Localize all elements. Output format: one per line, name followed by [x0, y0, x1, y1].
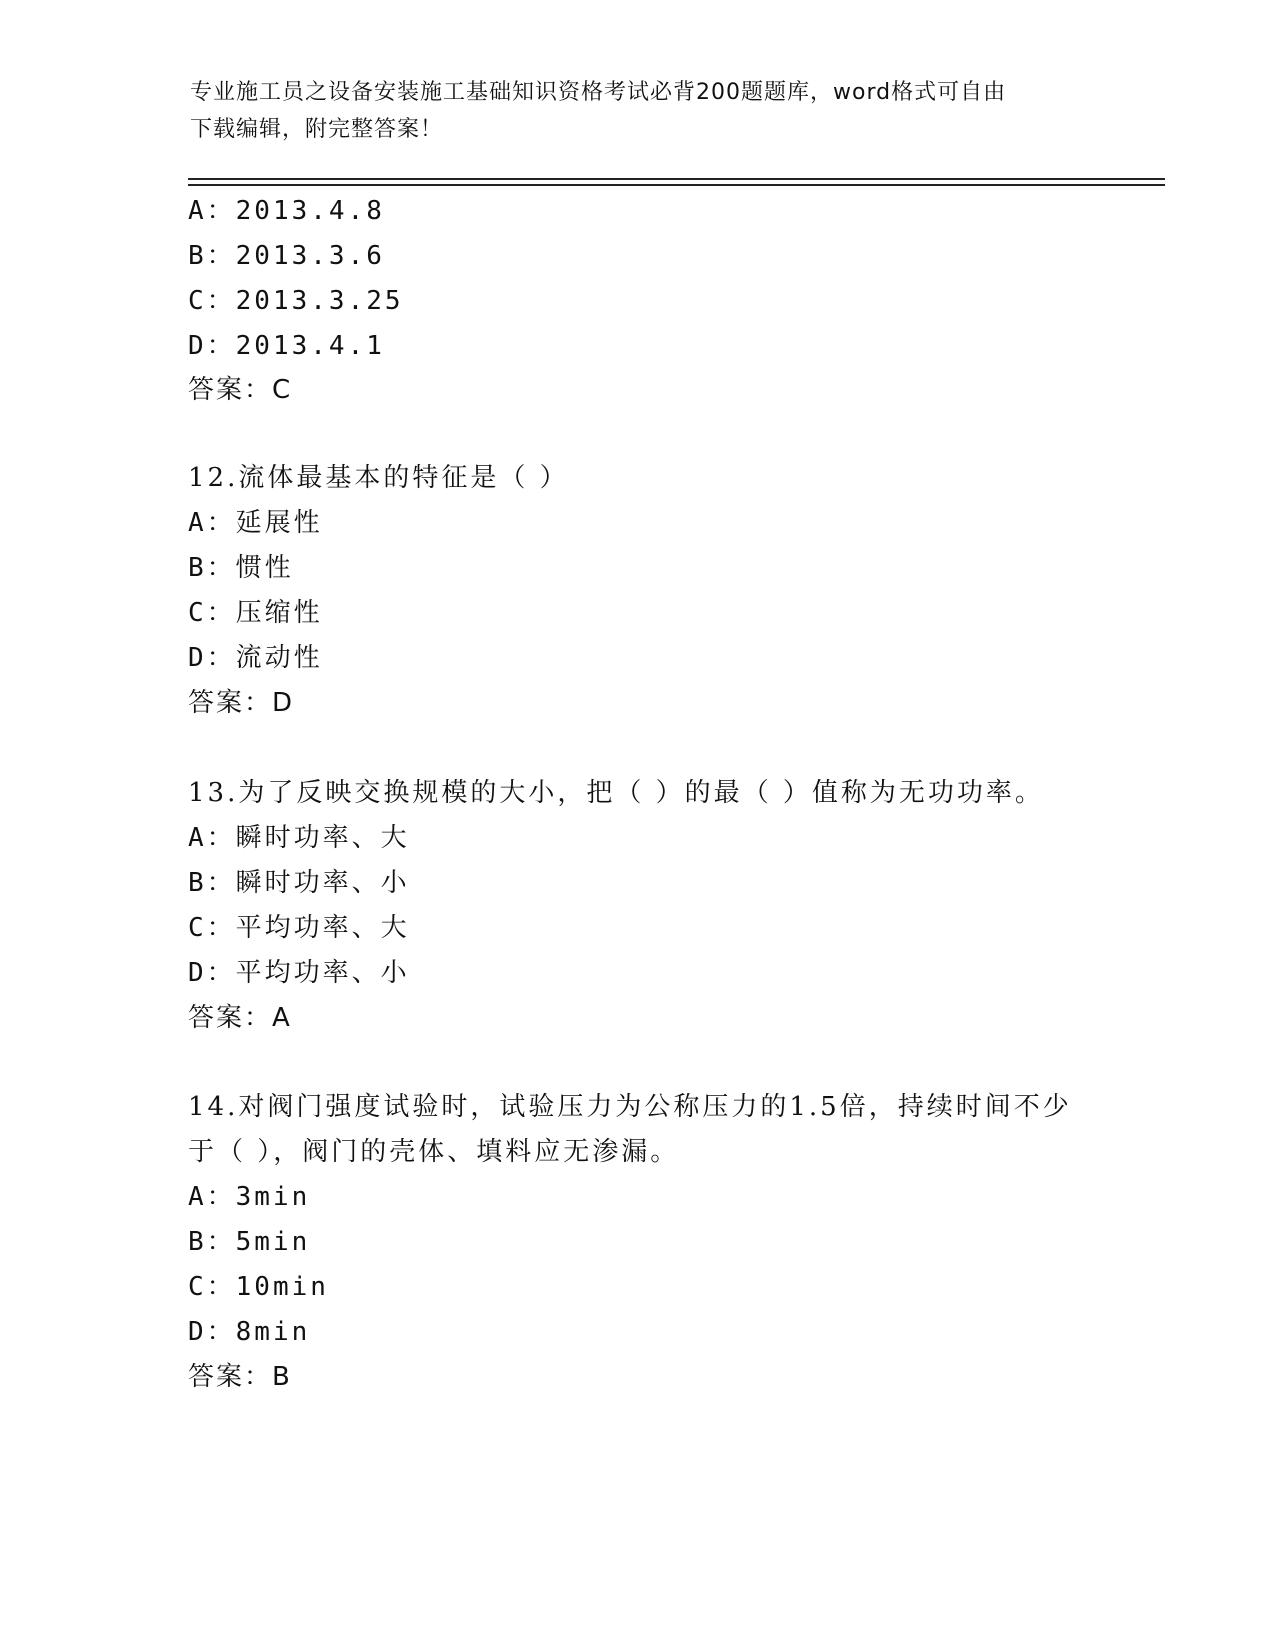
q13-option-c: C：平均功率、大: [188, 913, 410, 943]
header-line-1: 专业施工员之设备安装施工基础知识资格考试必背200题题库，word格式可自由: [190, 80, 1007, 105]
q14-option-a: A：3min: [188, 1182, 311, 1212]
header-line-2: 下载编辑，附完整答案！: [190, 117, 444, 142]
q12-option-c: C：压缩性: [188, 598, 323, 628]
q11-option-d: D：2013.4.1: [188, 331, 385, 361]
q11-option-a: A：2013.4.8: [188, 196, 385, 226]
q13-option-d: D：平均功率、小: [188, 958, 410, 988]
q11-answer: 答案：C: [188, 375, 293, 405]
q11-option-c: C：2013.3.25: [188, 286, 404, 316]
q14-answer: 答案：B: [188, 1362, 292, 1392]
q14-question-line-1: 14.对阀门强度试验时，试验压力为公称压力的1.5倍，持续时间不少: [188, 1092, 1072, 1122]
q13-answer: 答案：A: [188, 1003, 292, 1033]
q12-option-d: D：流动性: [188, 643, 323, 673]
q12-option-a: A：延展性: [188, 508, 323, 538]
q14-option-d: D：8min: [188, 1317, 311, 1347]
q13-question: 13.为了反映交换规模的大小，把（ ）的最（ ）值称为无功功率。: [188, 778, 1044, 808]
q13-option-a: A：瞬时功率、大: [188, 823, 410, 853]
q11-option-b: B：2013.3.6: [188, 241, 385, 271]
q14-option-c: C：10min: [188, 1272, 329, 1302]
q12-option-b: B：惯性: [188, 553, 294, 583]
q13-option-b: B：瞬时功率、小: [188, 868, 410, 898]
q14-question-line-2: 于（ ），阀门的壳体、填料应无渗漏。: [188, 1137, 680, 1167]
header-divider-bottom: [188, 184, 1165, 186]
q12-question: 12.流体最基本的特征是（ ）: [188, 463, 569, 493]
q12-answer: 答案：D: [188, 688, 295, 718]
q14-option-b: B：5min: [188, 1227, 311, 1257]
document-header: [190, 74, 1090, 148]
header-divider-top: [188, 178, 1165, 180]
